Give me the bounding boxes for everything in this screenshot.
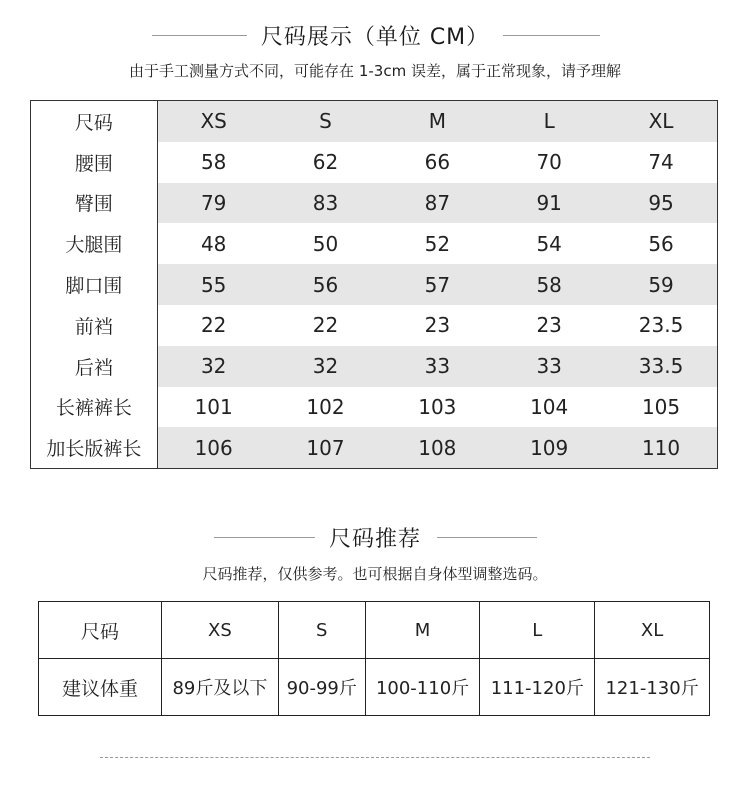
table-row [31, 223, 718, 264]
table-cell: 111-120斤 [480, 659, 595, 716]
table-cell: 108 [381, 427, 493, 468]
table-cell: 79 [157, 183, 269, 224]
size-s-header: S [270, 101, 382, 142]
table-cell: 89斤及以下 [162, 659, 279, 716]
size-chart-note: 由于手工测量方式不同，可能存在 1-3cm 误差，属于正常现象，请予理解 [129, 62, 621, 80]
table-row [31, 427, 718, 468]
table-cell: 32 [157, 346, 269, 387]
size-xs-header: XS [157, 101, 269, 142]
table-cell: 66 [424, 150, 451, 175]
table-cell: 23 [424, 313, 451, 338]
size-chart-title: 尺码展示（单位 CM） [0, 20, 750, 51]
table-row [31, 142, 718, 183]
recommendation-table [38, 601, 710, 716]
table-cell: 54 [536, 231, 562, 256]
table-cell: 22 [312, 313, 339, 338]
row-label: 建议体重 [39, 659, 162, 716]
table-header-row [39, 602, 710, 659]
table-row [39, 659, 710, 716]
row-label: 尺码 [31, 101, 158, 142]
size-m-header: M [381, 101, 493, 142]
recommendation-note: 尺码推荐，仅供参考。也可根据自身体型调整选码。 [202, 565, 548, 583]
table-cell: 56 [270, 264, 382, 305]
table-row [31, 264, 718, 305]
size-l-header: L [493, 101, 605, 142]
row-label: 大腿围 [31, 223, 158, 264]
table-cell: 70 [536, 150, 562, 175]
table-cell: 109 [493, 427, 605, 468]
size-s-header: S [278, 602, 365, 659]
table-cell: 106 [157, 427, 269, 468]
row-label: 前裆 [31, 305, 158, 346]
row-label: 臀围 [31, 183, 158, 224]
row-label: 腰围 [31, 142, 158, 183]
row-label: 长裤裤长 [31, 387, 158, 428]
table-row [31, 346, 718, 387]
bottom-divider [100, 757, 650, 758]
table-cell: 95 [605, 183, 717, 224]
table-cell: 58 [493, 264, 605, 305]
table-cell: 59 [605, 264, 717, 305]
table-cell: 91 [493, 183, 605, 224]
table-cell: 23 [536, 313, 562, 338]
table-cell: 87 [381, 183, 493, 224]
row-label: 加长版裤长 [31, 427, 158, 468]
table-cell: 33 [493, 346, 605, 387]
table-cell: 100-110斤 [365, 659, 480, 716]
table-cell: 121-130斤 [595, 659, 710, 716]
table-cell: 52 [424, 231, 451, 256]
size-xs-header: XS [162, 602, 279, 659]
table-cell: 55 [157, 264, 269, 305]
table-cell: 104 [530, 394, 569, 419]
table-cell: 33 [381, 346, 493, 387]
table-cell: 74 [648, 150, 674, 175]
table-cell: 90-99斤 [278, 659, 365, 716]
table-cell: 107 [270, 427, 382, 468]
table-cell: 57 [381, 264, 493, 305]
table-cell: 105 [641, 394, 681, 419]
size-chart-table [30, 100, 718, 469]
size-l-header: L [480, 602, 595, 659]
table-cell: 50 [312, 231, 339, 256]
table-cell: 48 [200, 231, 227, 256]
size-m-header: M [365, 602, 480, 659]
table-cell: 83 [270, 183, 382, 224]
size-xl-header: XL [605, 101, 717, 142]
table-row [31, 183, 718, 224]
row-label: 尺码 [39, 602, 162, 659]
size-xl-header: XL [595, 602, 710, 659]
table-cell: 58 [200, 150, 227, 175]
row-label: 脚口围 [31, 264, 158, 305]
table-cell: 110 [605, 427, 717, 468]
table-cell: 102 [306, 394, 345, 419]
table-cell: 32 [270, 346, 382, 387]
table-cell: 56 [648, 231, 674, 256]
table-cell: 23.5 [638, 313, 684, 338]
table-cell: 103 [418, 394, 457, 419]
table-header-row [31, 101, 718, 142]
table-cell: 62 [312, 150, 339, 175]
table-cell: 101 [194, 394, 233, 419]
table-row [31, 305, 718, 346]
row-label: 后裆 [31, 346, 158, 387]
table-row [31, 387, 718, 428]
table-cell: 22 [200, 313, 227, 338]
recommendation-title: 尺码推荐 [0, 522, 750, 553]
table-cell: 33.5 [605, 346, 717, 387]
